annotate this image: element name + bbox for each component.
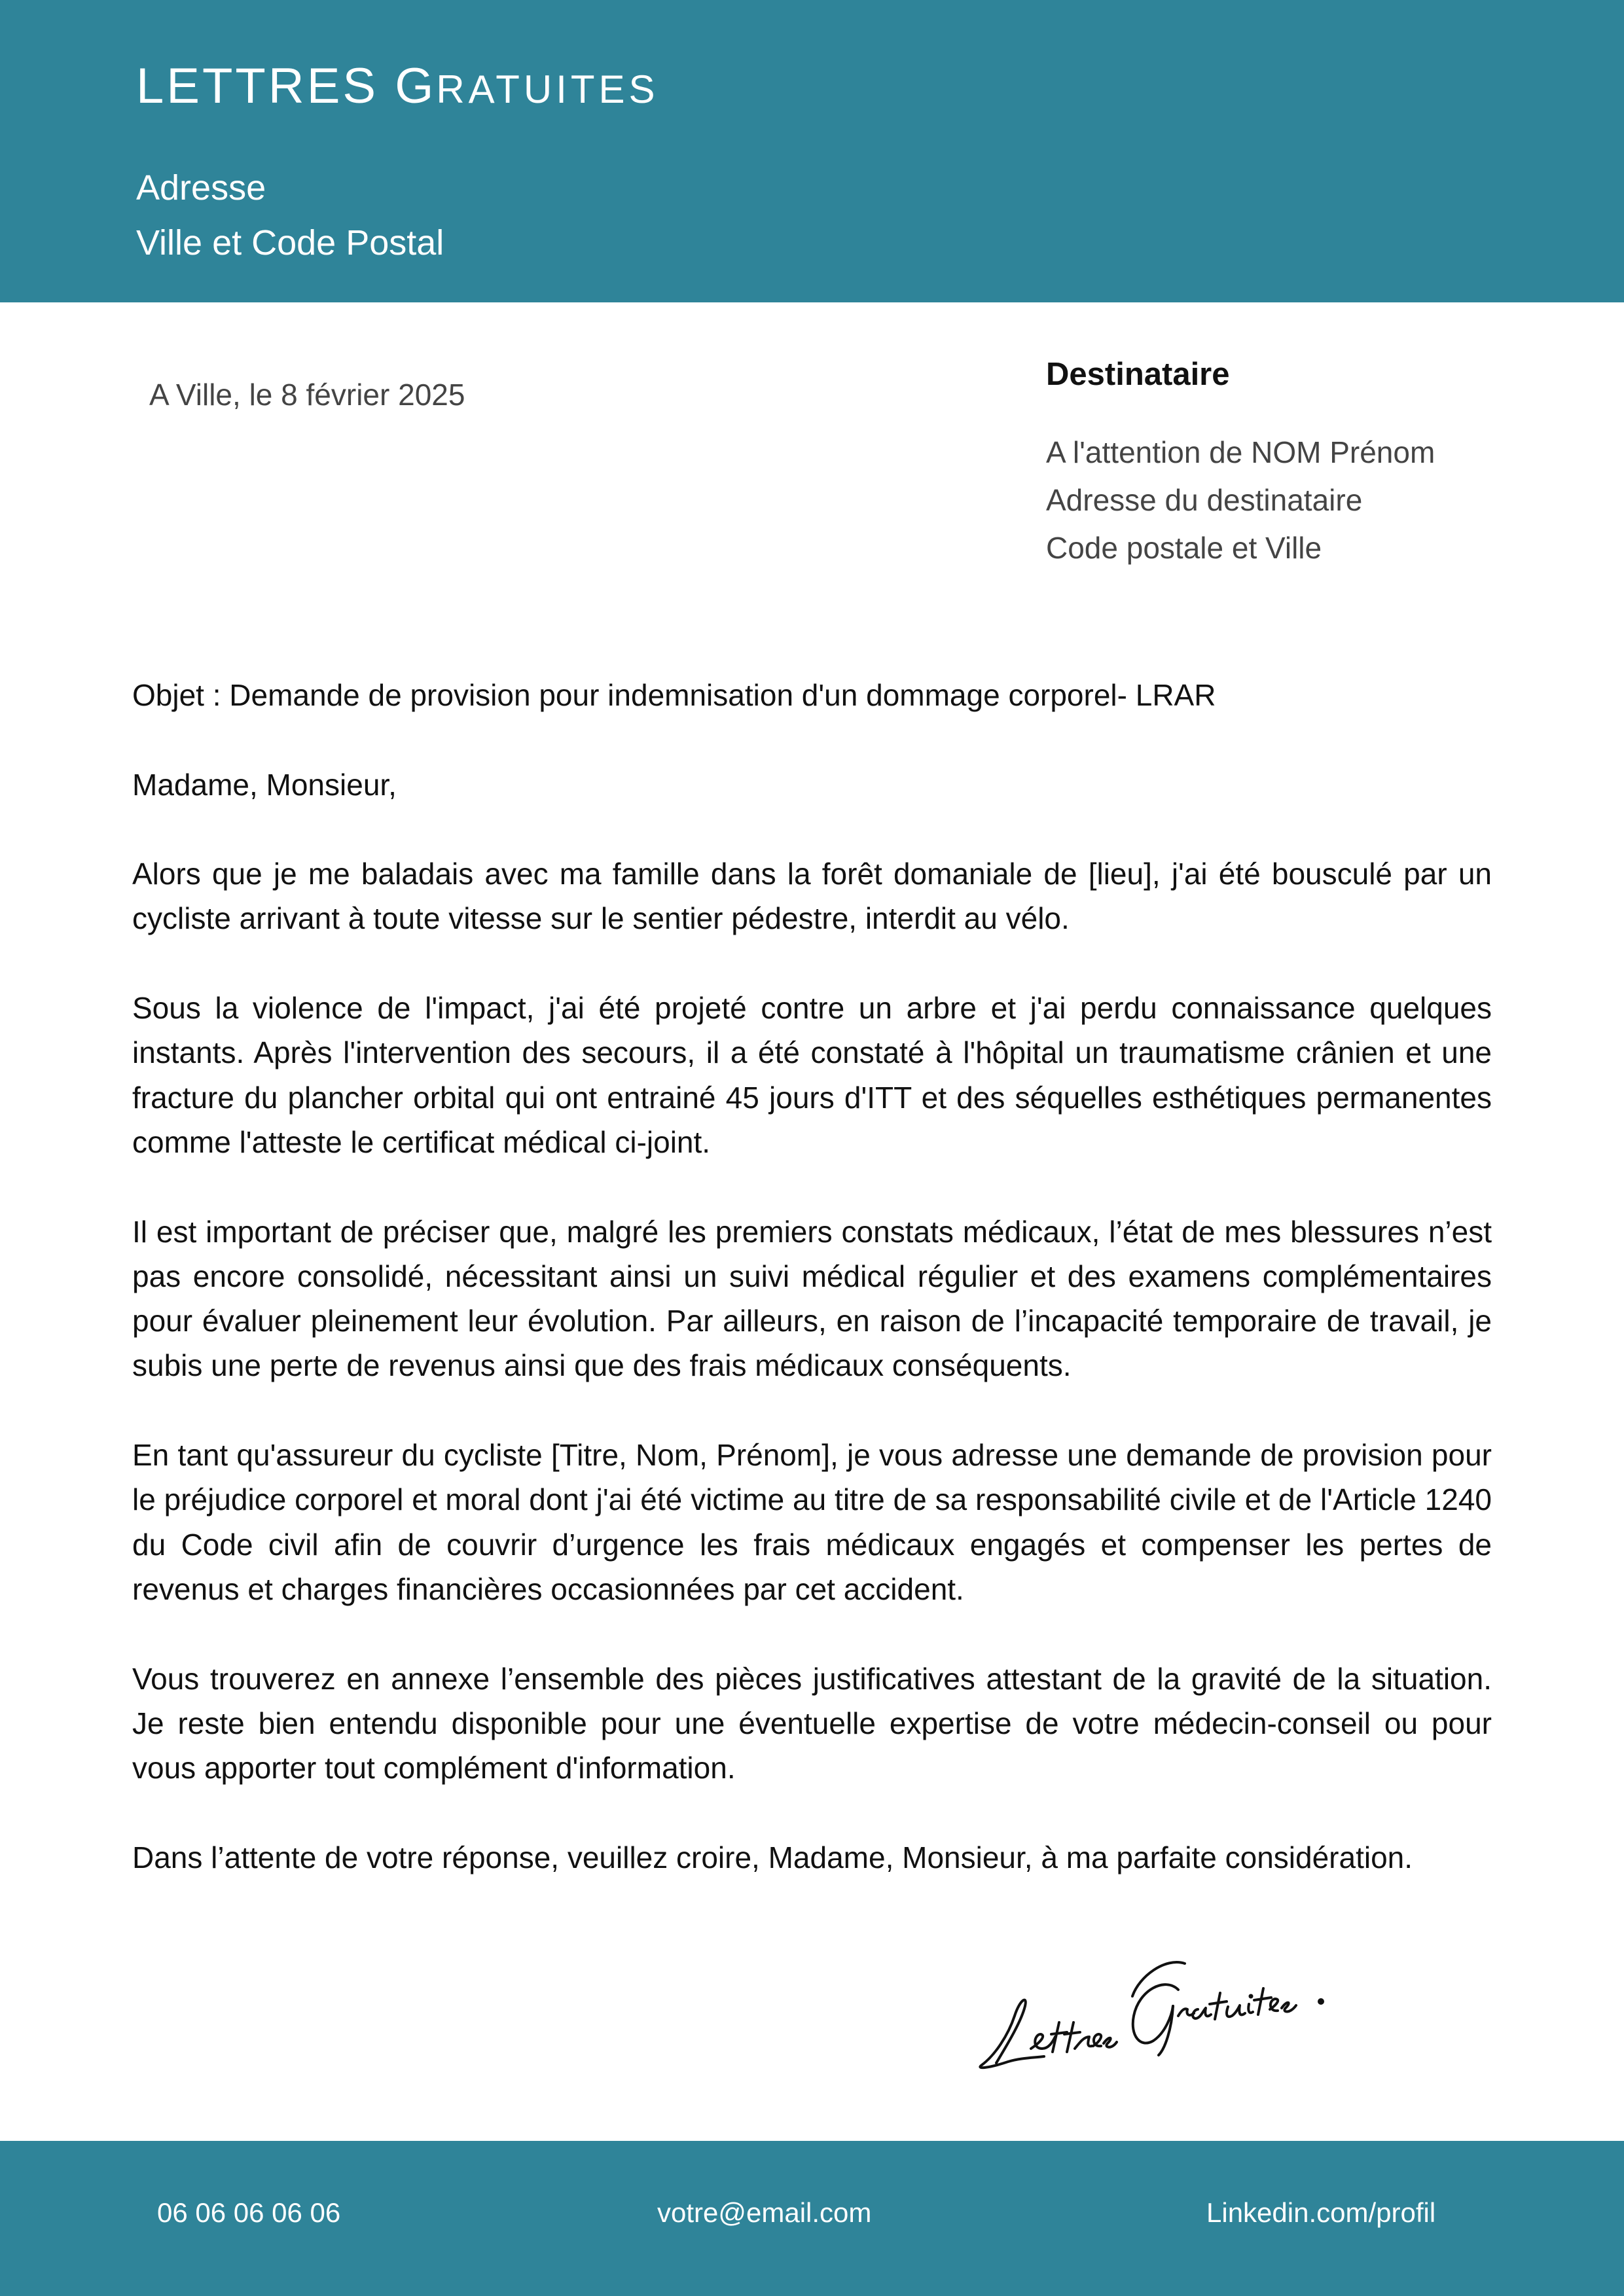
letter-body xyxy=(132,673,1492,1924)
paragraph-incident: Alors que je me baladais avec ma famille dans la forêt domaniale de [lieu], j'ai été bousculé par un cycliste arrivant à toute vitesse sur le sentier pédestre, interdit au vélo. xyxy=(132,857,1492,936)
letterhead-banner xyxy=(0,0,1624,302)
contact-footer xyxy=(0,2141,1624,2296)
recipient-attention: A l'attention de NOM Prénom xyxy=(1046,435,1435,469)
handwritten-signature xyxy=(969,1918,1362,2088)
brand-initial: G xyxy=(395,58,437,114)
paragraph-annex: Vous trouverez en annexe l’ensemble des pièces justificatives attestant de la gravité de la situation. Je reste bien entendu disponible pour une éventuelle expertise de votre médecin-conseil ou pour vous apporter tout complément d'information. xyxy=(132,1661,1492,1785)
recipient-heading: Destinataire xyxy=(1046,357,1230,392)
letter-date: A Ville, le 8 février 2025 xyxy=(149,378,465,412)
footer-linkedin[interactable]: Linkedin.com/profil xyxy=(1206,2197,1436,2228)
letter-salutation: Madame, Monsieur, xyxy=(132,767,397,802)
paragraph-request: En tant qu'assureur du cycliste [Titre, Nom, Prénom], je vous adresse une demande de provision pour le préjudice corporel et moral dont j'ai été victime au titre de sa responsabilité civile et de l'Article 1240 du Code civil afin de couvrir d’urgence les frais médicaux engagés et compenser les pertes de revenus et charges financières occasionnées par cet accident. xyxy=(132,1438,1492,1606)
paragraph-consolidation: Il est important de préciser que, malgré les premiers constats médicaux, l’état de mes blessures n’est pas encore consolidé, nécessitant ainsi un suivi médical régulier et des examens complémentaires pour évaluer pleinement leur évolution. Par ailleurs, en raison de l’incapacité temporaire de travail, je subis une perte de revenus ainsi que des frais médicaux conséquents. xyxy=(132,1214,1492,1383)
sender-address: Adresse xyxy=(136,168,266,207)
recipient-address: Adresse du destinataire xyxy=(1046,483,1363,517)
footer-email[interactable]: votre@email.com xyxy=(657,2197,872,2228)
recipient-city: Code postale et Ville xyxy=(1046,531,1322,565)
footer-phone[interactable]: 06 06 06 06 06 xyxy=(157,2197,341,2228)
brand-word-1: LETTRES xyxy=(136,58,379,114)
brand-word-2-rest: RATUITES xyxy=(436,67,659,111)
brand-name xyxy=(136,58,659,115)
letter-subject: Objet : Demande de provision pour indemnisation d'un dommage corporel- LRAR xyxy=(132,678,1216,712)
paragraph-injuries: Sous la violence de l'impact, j'ai été projeté contre un arbre et j'ai perdu connaissance quelques instants. Après l'intervention des secours, il a été constaté à l'hôpital un traumatisme crânien et une fracture du plancher orbital qui ont entrainé 45 jours d'ITT et des séquelles esthétiques permanentes comme l'atteste le certificat médical ci-joint. xyxy=(132,991,1492,1159)
letter-closing: Dans l’attente de votre réponse, veuillez croire, Madame, Monsieur, à ma parfaite considération. xyxy=(132,1840,1413,1874)
sender-city: Ville et Code Postal xyxy=(136,223,444,262)
